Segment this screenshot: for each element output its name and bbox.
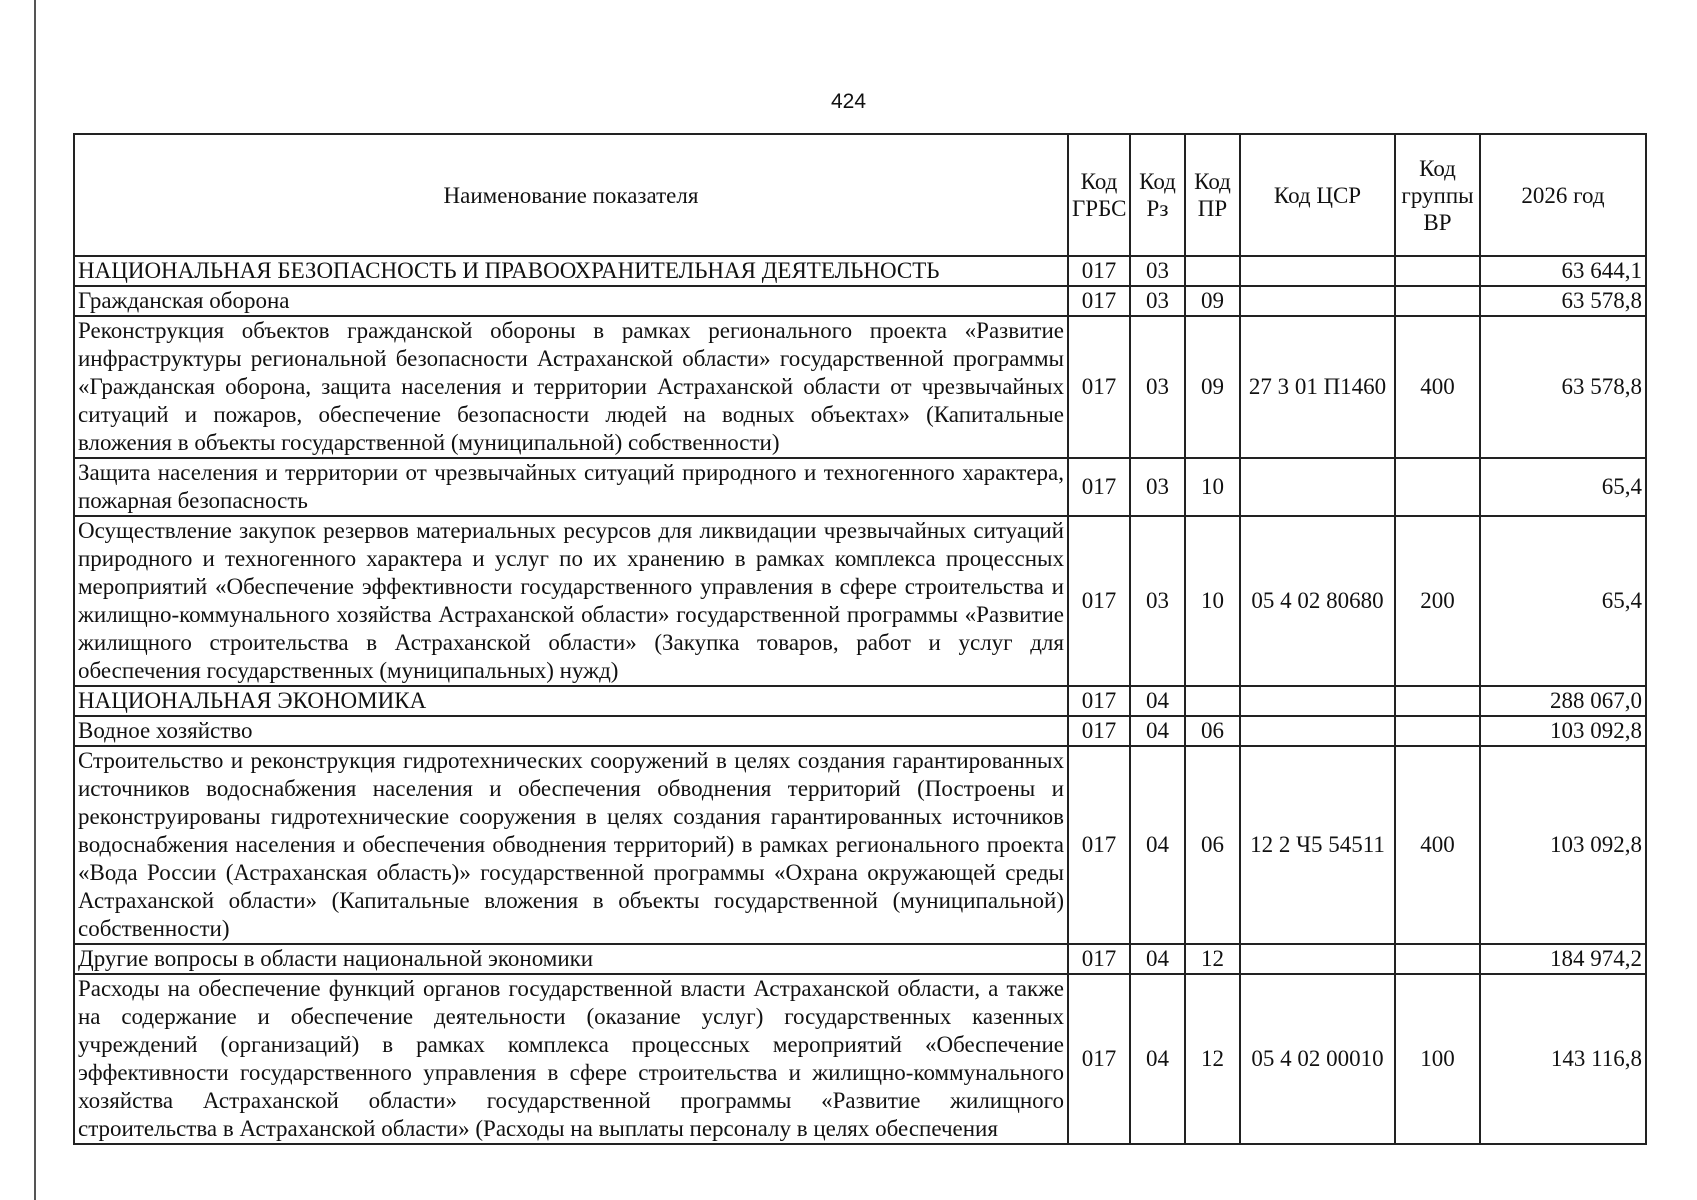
row-vr: 200	[1395, 516, 1480, 686]
row-amount: 65,4	[1480, 516, 1646, 686]
header-year: 2026 год	[1480, 134, 1646, 256]
row-name: Расходы на обеспечение функций органов государственной власти Астраханской области, а также на содержание и обеспечение деятельности (оказание услуг) государственных казенных учреждений (организаций) в рамках комплекса процессных мероприятий «Обеспечение эффективности государственного управления в сфере строительства и жилищно-коммунального хозяйства Астраханской области» государственной программы «Развитие жилищного строительства в Астраханской области» (Расходы на выплаты персоналу в целях обеспечения	[74, 974, 1068, 1144]
row-pr: 09	[1185, 316, 1240, 458]
row-name: Осуществление закупок резервов материальных ресурсов для ликвидации чрезвычайных ситуаций природного и техногенного характера и услуг по их хранению в рамках комплекса процессных мероприятий «Обеспечение эффективности государственного управления в сфере строительства и жилищно-коммунального хозяйства Астраханской области» государственной программы «Развитие жилищного строительства в Астраханской области» (Закупка товаров, работ и услуг для обеспечения государственных (муниципальных) нужд)	[74, 516, 1068, 686]
page-number: 424	[830, 90, 867, 113]
row-name: Реконструкция объектов гражданской обороны в рамках регионального проекта «Развитие инфраструктуры региональной безопасности Астраханской области» государственной программы «Гражданская оборона, защита населения и территории Астраханской области от чрезвычайных ситуаций и пожаров, обеспечение безопасности людей на водных объектах» (Капитальные вложения в объекты государственной (муниципальной) собственности)	[74, 316, 1068, 458]
row-name: Водное хозяйство	[74, 716, 1068, 746]
table-row	[74, 286, 1646, 316]
row-grbs: 017	[1068, 458, 1130, 516]
header-vr: Код группы ВР	[1395, 134, 1480, 256]
row-csr	[1240, 458, 1395, 516]
row-csr	[1240, 286, 1395, 316]
row-amount: 103 092,8	[1480, 716, 1646, 746]
row-name: Защита населения и территории от чрезвычайных ситуаций природного и техногенного характера, пожарная безопасность	[74, 458, 1068, 516]
row-name: Другие вопросы в области национальной экономики	[74, 944, 1068, 974]
row-rz: 03	[1130, 316, 1185, 458]
row-rz: 04	[1130, 686, 1185, 716]
row-amount: 63 644,1	[1480, 256, 1646, 286]
row-vr: 100	[1395, 974, 1480, 1144]
row-pr: 12	[1185, 974, 1240, 1144]
row-grbs: 017	[1068, 686, 1130, 716]
row-pr	[1185, 686, 1240, 716]
row-vr	[1395, 686, 1480, 716]
row-vr: 400	[1395, 316, 1480, 458]
row-grbs: 017	[1068, 286, 1130, 316]
table-row	[74, 516, 1646, 686]
header-name: Наименование показателя	[74, 134, 1068, 256]
row-amount: 65,4	[1480, 458, 1646, 516]
row-csr	[1240, 944, 1395, 974]
page-margin-line	[34, 0, 36, 1200]
row-pr: 12	[1185, 944, 1240, 974]
table-row	[74, 944, 1646, 974]
row-csr	[1240, 686, 1395, 716]
row-name: НАЦИОНАЛЬНАЯ БЕЗОПАСНОСТЬ И ПРАВООХРАНИТЕЛЬНАЯ ДЕЯТЕЛЬНОСТЬ	[74, 256, 1068, 286]
row-grbs: 017	[1068, 716, 1130, 746]
row-vr	[1395, 944, 1480, 974]
row-grbs: 017	[1068, 974, 1130, 1144]
row-pr: 10	[1185, 516, 1240, 686]
row-rz: 04	[1130, 746, 1185, 944]
row-pr: 06	[1185, 746, 1240, 944]
row-pr	[1185, 256, 1240, 286]
row-grbs: 017	[1068, 256, 1130, 286]
row-grbs: 017	[1068, 316, 1130, 458]
row-csr	[1240, 256, 1395, 286]
row-grbs: 017	[1068, 944, 1130, 974]
row-rz: 03	[1130, 256, 1185, 286]
row-csr: 27 3 01 П1460	[1240, 316, 1395, 458]
header-grbs: Код ГРБС	[1068, 134, 1130, 256]
row-grbs: 017	[1068, 516, 1130, 686]
row-pr: 06	[1185, 716, 1240, 746]
row-vr	[1395, 716, 1480, 746]
table-row	[74, 716, 1646, 746]
row-name: Строительство и реконструкция гидротехнических сооружений в целях создания гарантированных источников водоснабжения населения и обеспечения обводнения территорий (Построены и реконструированы гидротехнические сооружения в целях создания гарантированных источников водоснабжения населения и обеспечения обводнения территорий) в рамках регионального проекта «Вода России (Астраханская область)» государственной программы «Охрана окружающей среды Астраханской области» (Капитальные вложения в объекты государственной (муниципальной) собственности)	[74, 746, 1068, 944]
table-header-row	[74, 134, 1646, 256]
row-rz: 04	[1130, 974, 1185, 1144]
row-amount: 288 067,0	[1480, 686, 1646, 716]
row-amount: 63 578,8	[1480, 286, 1646, 316]
row-csr	[1240, 716, 1395, 746]
row-vr: 400	[1395, 746, 1480, 944]
header-pr: Код ПР	[1185, 134, 1240, 256]
table-row	[74, 458, 1646, 516]
header-rz: Код Рз	[1130, 134, 1185, 256]
row-amount: 63 578,8	[1480, 316, 1646, 458]
row-amount: 103 092,8	[1480, 746, 1646, 944]
row-grbs: 017	[1068, 746, 1130, 944]
row-name: НАЦИОНАЛЬНАЯ ЭКОНОМИКА	[74, 686, 1068, 716]
table-row	[74, 746, 1646, 944]
row-rz: 04	[1130, 944, 1185, 974]
row-vr	[1395, 458, 1480, 516]
row-rz: 04	[1130, 716, 1185, 746]
row-vr	[1395, 286, 1480, 316]
row-csr: 05 4 02 80680	[1240, 516, 1395, 686]
row-pr: 10	[1185, 458, 1240, 516]
header-csr: Код ЦСР	[1240, 134, 1395, 256]
table-row	[74, 686, 1646, 716]
row-amount: 184 974,2	[1480, 944, 1646, 974]
row-name: Гражданская оборона	[74, 286, 1068, 316]
row-csr: 05 4 02 00010	[1240, 974, 1395, 1144]
budget-table	[73, 133, 1647, 1145]
row-pr: 09	[1185, 286, 1240, 316]
row-rz: 03	[1130, 286, 1185, 316]
row-csr: 12 2 Ч5 54511	[1240, 746, 1395, 944]
table-row	[74, 256, 1646, 286]
row-amount: 143 116,8	[1480, 974, 1646, 1144]
table-row	[74, 316, 1646, 458]
row-vr	[1395, 256, 1480, 286]
row-rz: 03	[1130, 516, 1185, 686]
table-row	[74, 974, 1646, 1144]
row-rz: 03	[1130, 458, 1185, 516]
